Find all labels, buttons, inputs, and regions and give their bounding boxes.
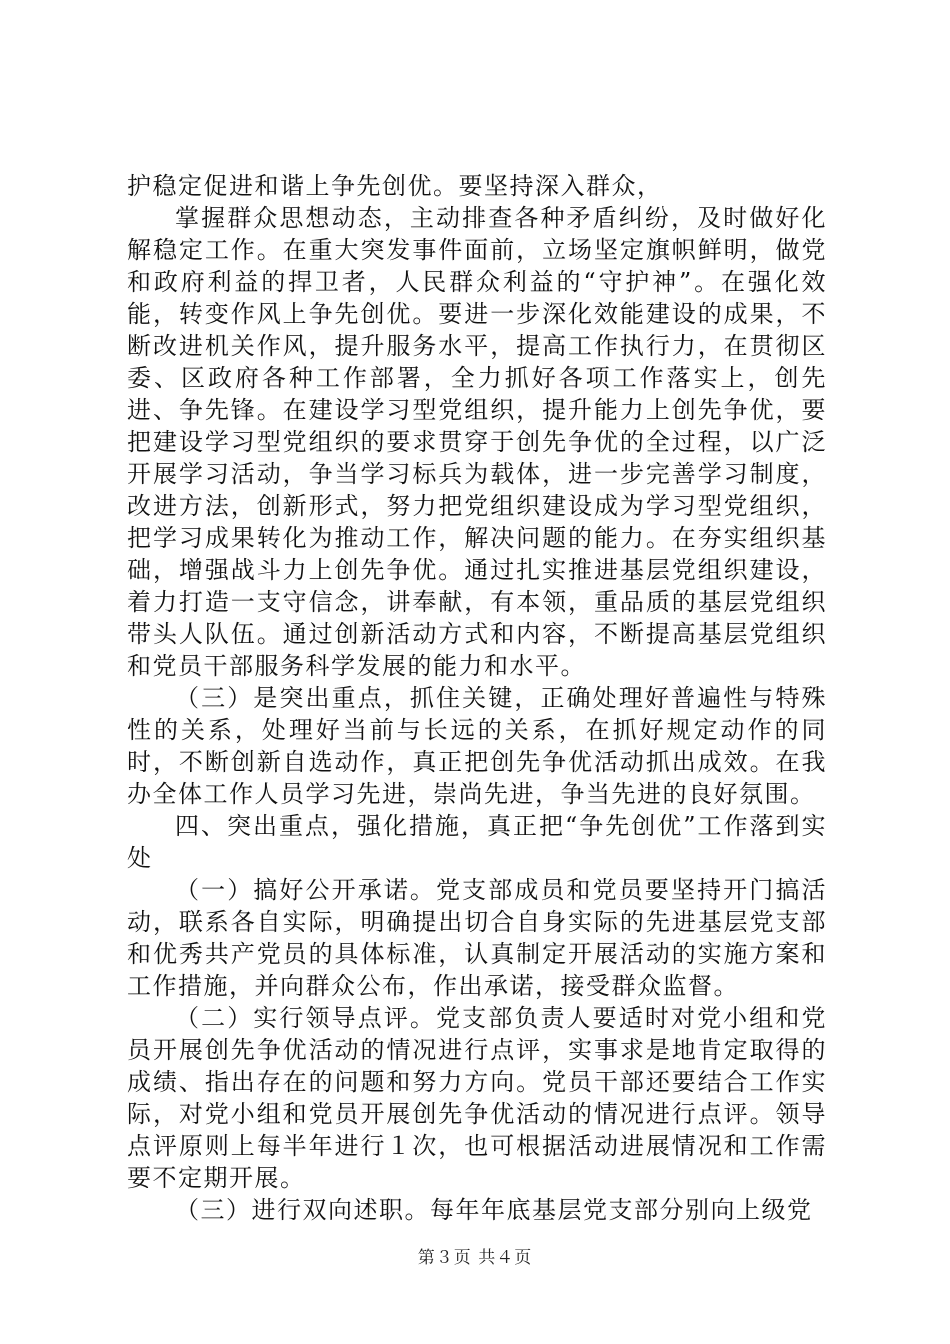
paragraph-2: 掌握群众思想动态，主动排查各种矛盾纠纷，及时做好化解稳定工作。在重大突发事件面前，立场坚定旗帜鲜明，做党和政府利益的捍卫者，人民群众利益的“守护神”。在强化效能，转变作风上争先创优。要进一步深化效能建设的成果，不断改进机关作风，提升服务水平，提高工作执行力，在贯彻区委、区政府各种工作部署，全力抓好各项工作落实上，创先进、争先锋。在建设学习型党组织，提升能力上创先争优，要把建设学习型党组织的要求贯穿于创先争优的全过程，以广泛开展学习活动，争当学习标兵为载体，进一步完善学习制度，改进方法，创新形式，努力把党组织建设成为学习型党组织，把学习成果转化为推动工作，解决问题的能力。在夯实组织基础，增强战斗力上创先争优。通过扎实推进基层党组织建设，着力打造一支守信念，讲奉献，有本领，重品质的基层党组织带头人队伍。通过创新活动方式和内容，不断提高基层党组织和党员干部服务科学发展的能力和水平。 bbox=[127, 204, 827, 680]
paragraph-1: 护稳定促进和谐上争先创优。要坚持深入群众， bbox=[127, 172, 663, 200]
section-heading-4: 四、突出重点，强化措施，真正把“争先创优”工作落到实处 bbox=[127, 812, 827, 872]
paragraph-3: （三）是突出重点，抓住关键，正确处理好普遍性与特殊性的关系，处理好当前与长远的关系，在抓好规定动作的同时，不断创新自选动作，真正把创先争优活动抓出成效。在我办全体工作人员学习先进，崇尚先进，争当先进的良好氛围。 bbox=[127, 684, 827, 808]
document-body bbox=[127, 170, 827, 1226]
paragraph-6: （二）实行领导点评。党支部负责人要适时对党小组和党员开展创先争优活动的情况进行点评，实事求是地肯定取得的成绩、指出存在的问题和努力方向。党员干部还要结合工作实际，对党小组和党员开展创先争优活动的情况进行点评。领导点评原则上每半年进行１次，也可根据活动进展情况和工作需要不定期开展。 bbox=[127, 1004, 827, 1192]
page-number-footer: 第３页 共４页 bbox=[417, 1248, 533, 1268]
paragraph-7: （三）进行双向述职。每年年底基层党支部分别向上级党 bbox=[175, 1196, 813, 1224]
paragraph-5: （一）搞好公开承诺。党支部成员和党员要坚持开门搞活动，联系各自实际，明确提出切合自身实际的先进基层党支部和优秀共产党员的具体标准，认真制定开展活动的实施方案和工作措施，并向群众公布，作出承诺，接受群众监督。 bbox=[127, 876, 827, 1000]
